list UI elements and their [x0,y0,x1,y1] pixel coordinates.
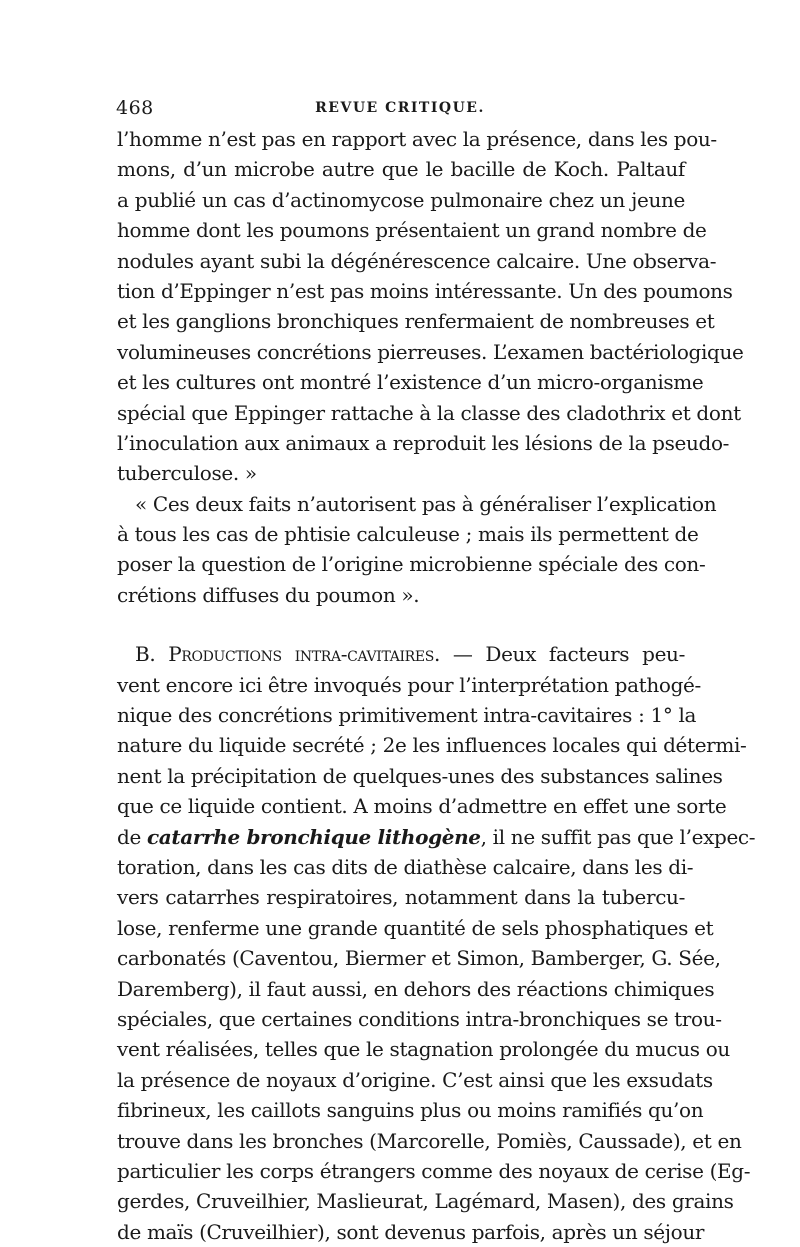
section-heading: B. Productions intra-cavitaires. [135,642,440,667]
text-line: vent encore ici être invoqués pour l’interprétation pathogé- [117,672,701,697]
text-line: de maïs (Cruveilhier), sont devenus parfois, après un séjour [117,1219,705,1244]
paragraph-spacer [117,610,685,639]
text-line: mons, d’un microbe autre que le bacille de Koch. Paltauf [117,157,685,182]
text-line: et les ganglions bronchiques renfermaient de nombreuses et [117,309,715,334]
text-line: a publié un cas d’actinomycose pulmonaire chez un jeune [117,187,685,212]
text-line: vers catarrhes respiratoires, notamment dans la tubercu- [117,885,685,910]
text-fragment: — Deux facteurs peu- [439,642,685,667]
text-line: lose, renferme une grande quantité de sels phosphatiques et [117,915,714,940]
text-fragment: , il ne suffit pas que l’expec- [480,824,756,849]
text-line: l’inoculation aux animaux a reproduit les lésions de la pseudo- [117,430,730,455]
text-line: fibrineux, les caillots sanguins plus ou moins ramifiés qu’on [117,1098,704,1123]
text-line: spécial que Eppinger rattache à la classe des cladothrix et dont [117,400,741,425]
text-line: spéciales, que certaines conditions intra-bronchiques se trou- [117,1006,722,1031]
body-text [117,124,756,1247]
text-line: nique des concrétions primitivement intra-cavitaires : 1° la [117,703,697,728]
text-line: homme dont les poumons présentaient un grand nombre de [117,218,707,243]
text-line: la présence de noyaux d’origine. C’est ainsi que les exsudats [117,1067,713,1092]
text-line: volumineuses concrétions pierreuses. L’examen bactériologique [117,339,744,364]
text-line: « Ces deux faits n’autorisent pas à généraliser l’explication [135,491,717,516]
text-line: nodules ayant subi la dégénérescence calcaire. Une observa- [117,248,717,273]
text-line: tuberculose. » [117,461,257,486]
text-line: nent la précipitation de quelques-unes des substances salines [117,763,723,788]
text-line: particulier les corps étrangers comme des noyaux de cerise (Eg- [117,1158,751,1183]
page-number: 468 [116,97,154,119]
text-line: à tous les cas de phtisie calculeuse ; mais ils permettent de [117,522,699,547]
italic-term: catarrhe bronchique lithogène [146,824,481,849]
text-line: nature du liquide secrété ; 2e les influences locales qui détermi- [117,733,747,758]
page-header [116,97,684,121]
text-line: crétions diffuses du poumon ». [117,582,420,607]
text-line: trouve dans les bronches (Marcorelle, Pomiès, Caussade), et en [117,1128,742,1153]
text-line: poser la question de l’origine microbienne spéciale des con- [117,552,706,577]
text-line: vent réalisées, telles que le stagnation prolongée du mucus ou [117,1037,730,1062]
text-line: que ce liquide contient. A moins d’admettre en effet une sorte [117,794,727,819]
text-line: et les cultures ont montré l’existence d’un micro-organisme [117,370,704,395]
text-line: toration, dans les cas dits de diathèse calcaire, dans les di- [117,854,694,879]
text-line: tion d’Eppinger n’est pas moins intéressante. Un des poumons [117,278,733,303]
text-line: gerdes, Cruveilhier, Maslieurat, Lagémard, Masen), des grains [117,1189,734,1214]
text-fragment: de [117,824,147,849]
text-line: l’homme n’est pas en rapport avec la présence, dans les pou- [117,127,717,151]
text-line-italic [117,822,756,852]
text-line: Daremberg), il faut aussi, en dehors des réactions chimiques [117,976,715,1001]
running-title: REVUE CRITIQUE. [315,100,485,116]
text-line: carbonatés (Caventou, Biermer et Simon, Bamberger, G. Sée, [117,946,721,971]
section-heading-line [117,639,685,669]
